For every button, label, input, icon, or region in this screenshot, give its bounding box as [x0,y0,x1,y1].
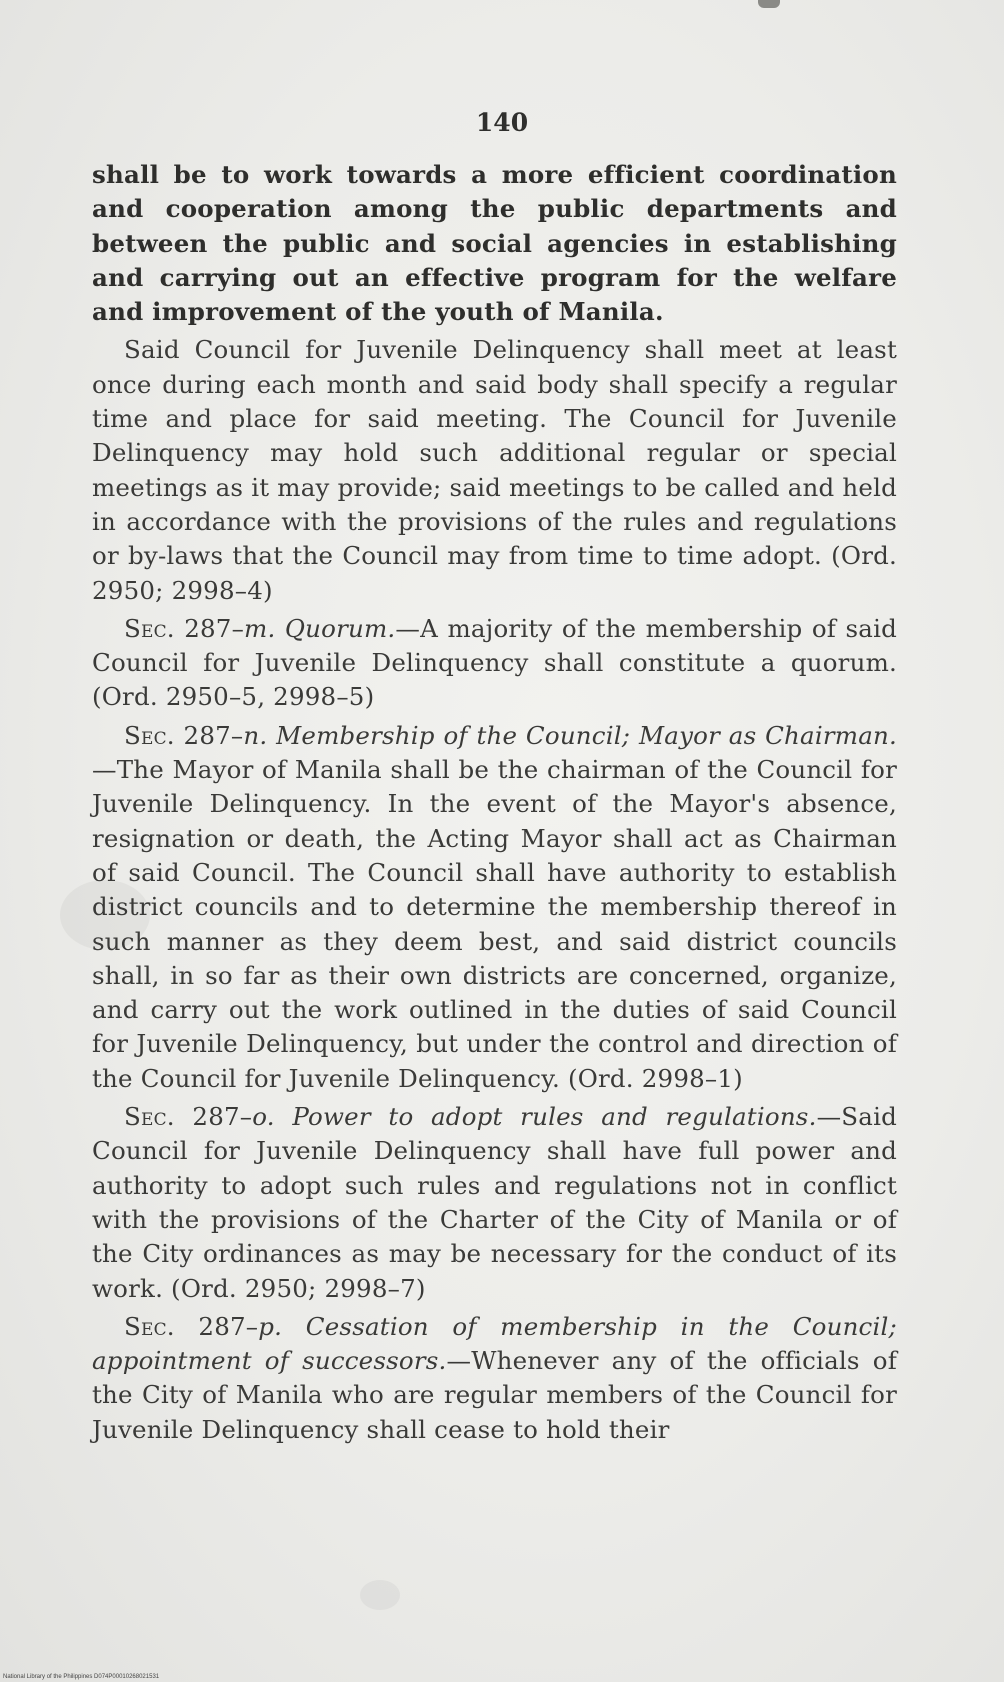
section-letter: m. [244,613,276,643]
section-label: Sec. 287– [124,1102,253,1132]
page-number: 140 [475,108,529,137]
section-label: Sec. 287– [124,1311,259,1341]
scan-edge-mark [758,0,780,8]
section-287-m [92,612,897,715]
paragraph-text: Said Council for Juvenile Delinquency shall meet at least once during each month and said body shall specify a regular time and place for said meeting. The Council for Juvenile Delinquency may hold such additional regular or special meetings as it may provide; said meetings to be called and held in accordance with the provisions of the rules and regulations or by-laws that the Council may from time to time adopt. (Ord. 2950; 2998–4) [92,335,897,605]
paragraph-meetings [92,333,897,607]
section-text: —Whenever any of the officials of the City of Manila who are regular members of the Council for Juvenile Delinquency shall cease to hold their [92,1346,897,1444]
section-287-p [92,1310,897,1447]
section-title: Quorum. [284,613,396,643]
section-letter: o. [252,1102,275,1132]
section-text: —A majority of the membership of said Council for Juvenile Delinquency shall constitute a quorum. (Ord. 2950–5, 2998–5) [92,613,897,712]
archive-footer-note: National Library of the Philippines D074P00010268021531 [3,1674,160,1680]
section-text: —Said Council for Juvenile Delinquency shall have full power and authority to adopt such rules and regulations not in conflict with the provisions of the Charter of the City of Manila or of the City ordinances as may be necessary for the conduct of its work. (Ord. 2950; 2998–7) [92,1102,897,1303]
paper-stain [360,1580,400,1610]
body-text [92,158,897,1451]
section-title: Cessation of membership in the Council; appointment of successors. [92,1311,897,1376]
paragraph-text: shall be to work towards a more efficient coordination and cooperation among the public departments and between the public and social agencies in establishing and carrying out an effective program for the welfare and improvement of the youth of Manila. [92,160,897,327]
paragraph-continuation [92,158,897,329]
section-letter: p. [258,1311,283,1341]
section-287-o [92,1100,897,1306]
section-title: Power to adopt rules and regulations. [292,1102,817,1132]
section-text: —The Mayor of Manila shall be the chairman of the Council for Juvenile Delinquency. In the event of the Mayor's absence, resignation or death, the Acting Mayor shall act as Chairman of said Council. The Council shall have authority to establish district councils and to determine the membership thereof in such manner as they deem best, and said district councils shall, in so far as their own districts are concerned, organize, and carry out the work outlined in the duties of said Council for Juvenile Delinquency, but under the control and direction of the Council for Juvenile Delinquency. (Ord. 2998–1) [92,755,897,1093]
section-label: Sec. 287– [124,720,244,750]
section-287-n [92,719,897,1096]
section-title: Membership of the Council; Mayor as Chairman. [276,720,897,750]
section-letter: n. [243,720,268,750]
section-label: Sec. 287– [124,613,245,643]
